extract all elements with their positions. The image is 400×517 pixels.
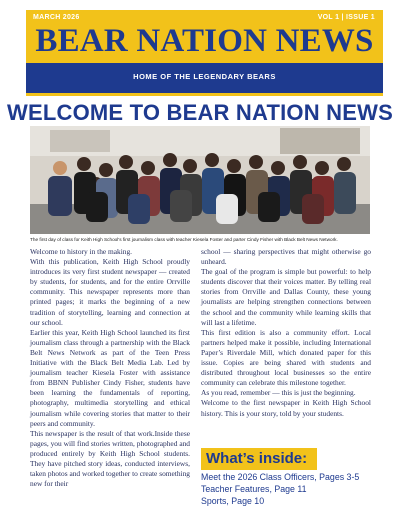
article-paragraph: school — sharing perspectives that might otherwise go unheard. [201, 247, 371, 267]
whats-inside-item: Sports, Page 10 [201, 496, 265, 506]
whats-inside-heading: What’s inside: [201, 448, 317, 470]
article-paragraph: Earlier this year, Keith High School launched its first journalism class through a partnership with the Black Belt News Network as part of the Teen Press Initiative with the Black Belt Media Lab. Led by journalism teacher Kiesela Foster with assistance from BBNN Publisher Cindy Fisher, students have been learning the fundamentals of reporting, photography, multimedia storytelling and ethical journalism while covering stories that matter to their peers and community. [30, 327, 190, 428]
article-paragraph: Welcome to the first newspaper in Keith High School history. This is your story, told by your students. [201, 398, 371, 418]
masthead [26, 10, 383, 63]
tagline-bar [26, 63, 383, 96]
whats-inside-item: Meet the 2026 Class Officers, Pages 3-5 [201, 472, 360, 482]
newspaper-title: BEAR NATION NEWS [35, 23, 374, 59]
whats-inside-list [201, 471, 391, 507]
article-column-left [30, 247, 190, 489]
class-photo-illustration [30, 126, 370, 234]
article-paragraph: This first edition is also a community effort. Local partners helped make it possible, including International Paper’s Riverdale Mill, which donated paper for this issue. Copies are being shared with students and distributed throughout local businesses so the entire community can celebrate this milestone together. [201, 327, 371, 388]
article-column-right [201, 247, 371, 419]
volume-issue: VOL 1 | ISSUE 1 [317, 14, 375, 21]
article-paragraph: With this publication, Keith High School proudly introduces its very first student newspaper — created by students, for students, and for the entire Orrville community. This newspaper represents more than printed pages; it marks the beginning of a new tradition of storytelling, learning and connection at our school. [30, 257, 190, 327]
article-paragraph: As you read, remember — this is just the beginning. [201, 388, 356, 398]
article-paragraph: Welcome to history in the making. [30, 247, 133, 256]
issue-date: MARCH 2026 [33, 14, 80, 21]
article-paragraph: The goal of the program is simple but powerful: to help students discover that their voices matter. By telling real stories from Orrville and Dallas County, these young journalists are helping strengthen connections between the school and the community while learning skills that will last a lifetime. [201, 267, 371, 327]
page-headline: WELCOME TO BEAR NATION NEWS [7, 100, 393, 125]
whats-inside-item: Teacher Features, Page 11 [201, 484, 307, 494]
photo-caption: The first day of class for Keith High School's first journalism class with teacher Kiesela Foster and parter Cindy Fisher with Black Belt News Network. [30, 237, 338, 242]
class-photo [30, 126, 370, 234]
tagline: HOME OF THE LEGENDARY BEARS [133, 72, 276, 81]
masthead-meta [26, 14, 383, 23]
article-paragraph: This newspaper is the result of that work.Inside these pages, you will find stories written, photographed and produced entirely by Keith High School students. They have pitched story ideas, conducted interviews, taken photos and worked together to create something new for their [30, 428, 190, 489]
